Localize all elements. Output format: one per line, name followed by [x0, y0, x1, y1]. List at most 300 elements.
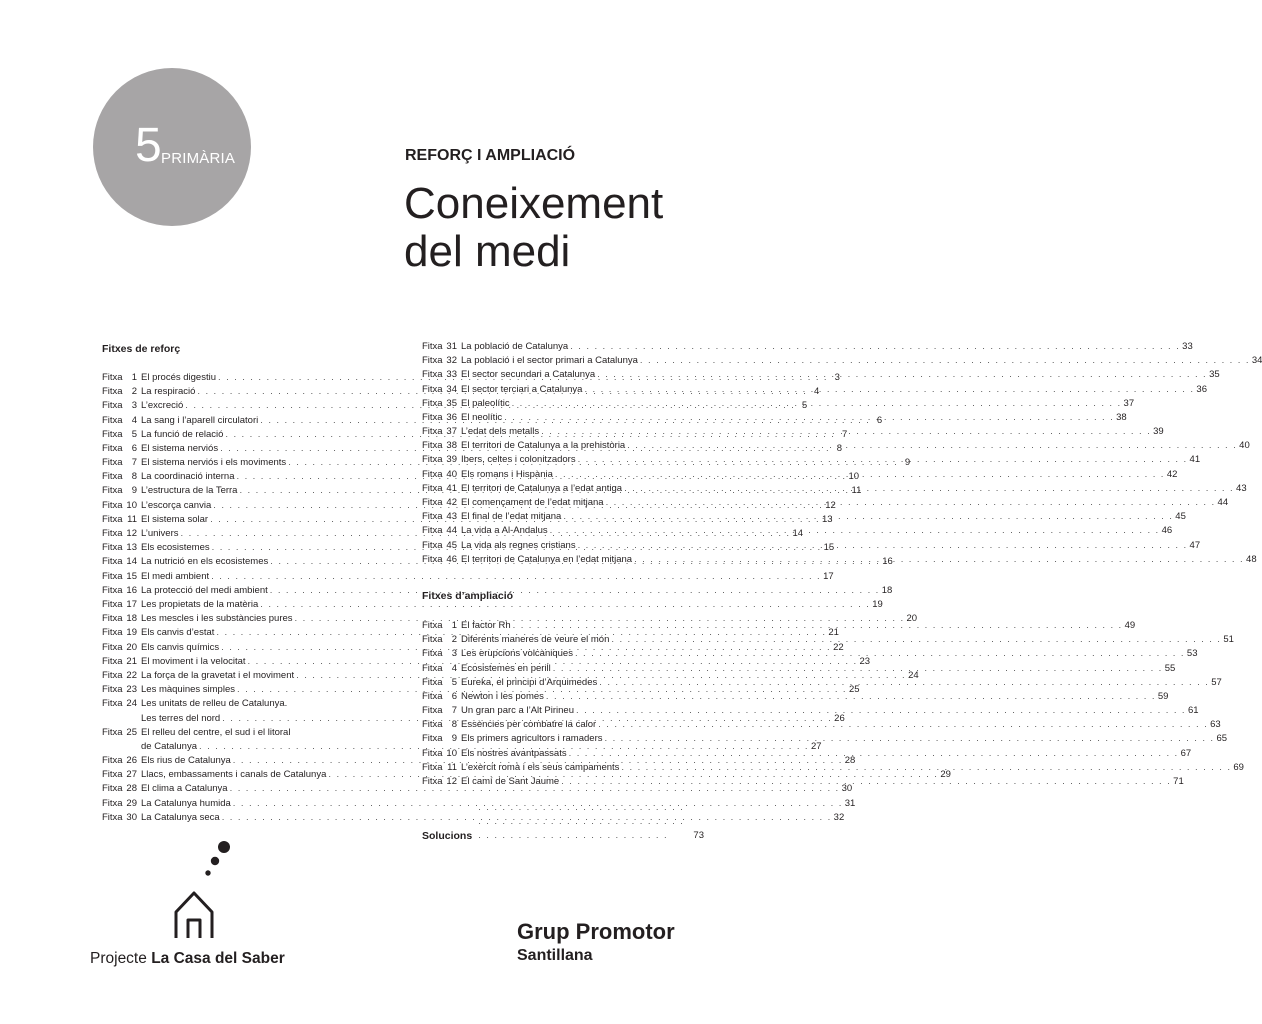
- fitxa-number: 42: [446, 497, 457, 509]
- reforc-heading: Fitxes de reforç: [102, 343, 181, 355]
- toc-page-number: 19: [872, 598, 883, 610]
- fitxa-label: Fitxa: [422, 454, 443, 466]
- toc-page-number: 18: [881, 584, 893, 596]
- toc-page-number: 49: [1124, 619, 1136, 631]
- dot-leader: [553, 662, 1163, 676]
- fitxa-number: 23: [126, 684, 137, 696]
- fitxa-number: 39: [446, 454, 457, 466]
- fitxa-label: Fitxa: [102, 414, 123, 426]
- toc-page-number: 9: [904, 457, 911, 469]
- solucions-label: Solucions: [422, 830, 473, 842]
- fitxa-label: Fitxa: [102, 471, 123, 483]
- fitxa-number: 26: [126, 755, 137, 767]
- toc-page-number: 20: [906, 613, 918, 625]
- toc-entry-title: Els ecosistemes: [141, 542, 210, 554]
- toc-entry-title: La vida als regnes cristians: [461, 539, 576, 551]
- toc-entry-title: Els canvis químics: [141, 641, 220, 653]
- toc-entry-title: Les unitats de relleu de Catalunya.: [141, 698, 288, 710]
- toc-entry-title: Els rius de Catalunya: [141, 755, 231, 767]
- toc-entry-title: Essències per combatre la calor: [461, 719, 597, 731]
- toc-entry-35: [422, 397, 1135, 411]
- toc-entry-body: [141, 598, 883, 612]
- fitxa-label: Fitxa: [102, 641, 123, 653]
- toc-entry-body: [461, 397, 1135, 411]
- fitxa-label: Fitxa: [422, 705, 443, 717]
- toc-page-number: 42: [1166, 468, 1178, 480]
- fitxa-label: Fitxa: [422, 411, 443, 423]
- toc-entry-title: Els nostres avantpassats: [461, 747, 567, 759]
- publisher-name: Grup Promotor: [517, 919, 675, 944]
- toc-page-number: 13: [822, 513, 833, 525]
- publisher-imprint: Santillana: [517, 947, 593, 964]
- fitxa-label: Fitxa: [102, 556, 123, 568]
- fitxa-label: Fitxa: [102, 457, 123, 469]
- fitxa-label: Fitxa: [422, 662, 443, 674]
- toc-page-number: 26: [834, 712, 845, 724]
- fitxa-number: 25: [126, 726, 137, 738]
- project-name: [90, 950, 285, 968]
- fitxa-number: 22: [126, 669, 137, 681]
- dot-leader: [546, 690, 1156, 704]
- fitxa-label: Fitxa: [422, 690, 443, 702]
- toc-entry-title: L’univers: [141, 528, 179, 540]
- fitxa-number: 28: [126, 783, 137, 795]
- toc-page-number: 45: [1175, 511, 1186, 523]
- dot-leader: [513, 619, 1123, 633]
- fitxa-label: Fitxa: [422, 397, 443, 409]
- toc-entry-title: La vida a Al-Andalus: [461, 525, 548, 537]
- toc-entry-title: La Catalunya seca: [141, 811, 220, 823]
- fitxa-label: Fitxa: [102, 627, 123, 639]
- toc-entry-title: El camí de Sant Jaume: [461, 776, 560, 788]
- toc-page-number: 30: [841, 783, 853, 795]
- fitxa-label: Fitxa: [422, 619, 443, 631]
- fitxa-label: Fitxa: [102, 584, 123, 596]
- fitxa-number: 35: [446, 397, 457, 409]
- toc-entry-28: [102, 783, 853, 797]
- toc-entry-title: El sistema nerviós: [141, 442, 219, 454]
- dot-leader: [598, 718, 1208, 732]
- dot-leader: [575, 647, 1185, 661]
- toc-entry-36: [422, 411, 1127, 425]
- dot-leader: [606, 496, 1216, 510]
- fitxa-number: 11: [447, 761, 457, 773]
- fitxa-number: 6: [451, 690, 457, 702]
- fitxa-number: 5: [131, 428, 137, 440]
- fitxa-label: Fitxa: [422, 369, 443, 381]
- toc-page-number: 27: [810, 740, 822, 752]
- toc-entry-title: El sistema solar: [141, 513, 209, 525]
- fitxa-label: Fitxa: [102, 769, 123, 781]
- dot-leader: [599, 676, 1209, 690]
- fitxa-label: Fitxa: [422, 440, 443, 452]
- logo-dot-small: [205, 870, 210, 875]
- toc-page-number: 33: [1182, 340, 1193, 352]
- toc-entry-title: El territori de Catalunya a l’edat antiga: [461, 482, 623, 494]
- fitxa-number: 9: [451, 733, 457, 745]
- fitxa-number: 32: [446, 355, 457, 367]
- fitxa-number: 31: [446, 340, 457, 352]
- fitxa-number: 2: [451, 634, 457, 646]
- toc-entry-31: [422, 340, 1193, 354]
- toc-page-number: 29: [940, 769, 951, 781]
- toc-page-number: 61: [1187, 705, 1199, 717]
- fitxa-number: 21: [126, 655, 137, 667]
- grade-level: PRIMÀRIA: [161, 150, 236, 167]
- toc-entry-title: Ibers, celtes i colonitzadors: [461, 454, 576, 466]
- ampliacio-heading: Fitxes d’ampliació: [422, 590, 514, 602]
- fitxa-number: 12: [446, 776, 457, 788]
- toc-entry-title: El medi ambient: [141, 570, 210, 582]
- toc-page-number: 67: [1180, 747, 1192, 759]
- toc-entry-title: El territori de Catalunya en l’edat mitjana: [461, 553, 633, 565]
- toc-entry-title: La força de la gravetat i el moviment: [141, 669, 295, 681]
- fitxa-label: Fitxa: [102, 528, 123, 540]
- fitxa-label: Fitxa: [422, 733, 443, 745]
- fitxa-label: Fitxa: [102, 669, 123, 681]
- logo-dot-medium: [211, 857, 219, 865]
- toc-entry-38: [422, 439, 1250, 453]
- fitxa-number: 7: [131, 457, 137, 469]
- toc-entry-title: El relleu del centre, el sud i el litoral: [141, 726, 291, 738]
- toc-entry-title: La població i el sector primari a Catalunya: [461, 355, 638, 367]
- toc-entry-title: El sector secundari a Catalunya: [461, 369, 596, 381]
- toc-entry-29: [102, 797, 856, 811]
- toc-page-number: 65: [1216, 733, 1228, 745]
- fitxa-number: 6: [131, 442, 137, 454]
- toc-entry-33: [422, 368, 1220, 382]
- toc-entry-body: [141, 570, 834, 584]
- dot-leader: [570, 340, 1180, 354]
- fitxa-label: Fitxa: [102, 598, 123, 610]
- toc-page-number: 5: [801, 400, 808, 412]
- toc-entry-title: Els primers agricultors i ramaders: [461, 733, 603, 745]
- fitxa-number: 19: [126, 627, 137, 639]
- dot-leader: [604, 732, 1214, 746]
- toc-entry-title: Les mescles i les substàncies pures: [141, 613, 293, 625]
- dot-leader: [569, 747, 1179, 761]
- fitxa-number: 10: [126, 499, 137, 511]
- toc-entry-title: L’excreció: [141, 400, 184, 412]
- fitxa-label: Fitxa: [422, 648, 443, 660]
- toc-entry-title: La respiració: [141, 386, 196, 398]
- dot-leader: [555, 468, 1165, 482]
- book-title: [404, 180, 663, 276]
- dot-leader: [504, 411, 1114, 425]
- fitxa-label: Fitxa: [422, 539, 443, 551]
- toc-entry-body: [461, 340, 1193, 354]
- toc-page-number: 69: [1233, 761, 1244, 773]
- toc-page-number: 10: [848, 471, 860, 483]
- fitxa-label: Fitxa: [422, 553, 443, 565]
- dot-leader: [541, 425, 1151, 439]
- fitxa-number: 1: [131, 371, 137, 383]
- toc-page-number: 3: [834, 371, 840, 383]
- toc-entry-title: El sector terciari a Catalunya: [461, 383, 583, 395]
- fitxa-label: Fitxa: [422, 426, 443, 438]
- toc-page-number: 57: [1211, 676, 1222, 688]
- toc-entry-title: La Catalunya humida: [141, 797, 231, 809]
- toc-page-number: 7: [842, 428, 848, 440]
- fitxa-number: 4: [131, 414, 137, 426]
- toc-entry-body: [461, 354, 1262, 368]
- toc-entry-title: El procés digestiu: [141, 371, 216, 383]
- fitxa-label: Fitxa: [422, 497, 443, 509]
- toc-page-number: 38: [1116, 411, 1127, 423]
- toc-entry-title: La població de Catalunya: [461, 340, 569, 352]
- toc-entry-body: [461, 439, 1250, 453]
- toc-page-number: 35: [1209, 369, 1220, 381]
- house-outline: [176, 893, 212, 938]
- toc-page-number: 15: [823, 542, 835, 554]
- toc-entry-15: [102, 570, 834, 584]
- toc-entry-title: Llacs, embassaments i canals de Catalunya: [141, 769, 327, 781]
- dot-leader: [550, 524, 1160, 538]
- toc-entry-title: Diferents maneres de veure el món: [461, 634, 610, 646]
- toc-entry-title: Eureka, el principi d’Arquimedes: [461, 676, 598, 688]
- fitxa-number: 4: [451, 662, 457, 674]
- toc-page-number: 16: [882, 556, 893, 568]
- toc-page-number: 21: [828, 627, 839, 639]
- fitxa-number: 40: [446, 468, 457, 480]
- fitxa-label: Fitxa: [422, 747, 443, 759]
- toc-entry-body: [461, 453, 1201, 467]
- toc-entry-body: [141, 811, 845, 825]
- fitxa-label: Fitxa: [422, 761, 443, 773]
- dot-leader: [576, 704, 1186, 718]
- toc-entry-title: El clima a Catalunya: [141, 783, 228, 795]
- toc-entry-title: L’edat dels metalls: [461, 426, 540, 438]
- fitxa-number: 43: [446, 511, 457, 523]
- toc-page-number: 63: [1210, 719, 1221, 731]
- dot-leader: [640, 354, 1250, 368]
- fitxa-number: 17: [126, 598, 137, 610]
- toc-page-number: 55: [1164, 662, 1176, 674]
- toc-page-number: 8: [836, 442, 843, 454]
- fitxa-label: Fitxa: [422, 482, 443, 494]
- toc-entry-title-cont: de Catalunya: [141, 740, 197, 752]
- toc-entry-title: El començament de l’edat mitjana: [461, 497, 604, 509]
- toc-entry-body: [141, 797, 856, 811]
- project-prefix: Projecte: [90, 950, 147, 967]
- fitxa-number: 14: [126, 556, 137, 568]
- fitxa-label: Fitxa: [422, 776, 443, 788]
- toc-page-number: 22: [833, 641, 844, 653]
- dot-leader: [624, 482, 1234, 496]
- fitxa-number: 33: [446, 369, 457, 381]
- toc-entry-34: [422, 383, 1207, 397]
- fitxa-number: 46: [446, 553, 457, 565]
- toc-page-number: 23: [859, 655, 871, 667]
- toc-page-number: 28: [844, 755, 856, 767]
- toc-page-number: 4: [814, 386, 820, 398]
- toc-page-number: 32: [833, 811, 845, 823]
- fitxa-label: Fitxa: [102, 684, 123, 696]
- fitxa-number: 1: [451, 619, 457, 631]
- toc-page-number: 40: [1239, 440, 1250, 452]
- fitxa-label: Fitxa: [422, 676, 443, 688]
- toc-page-number: 6: [876, 414, 883, 426]
- solucions-entry: [422, 801, 704, 843]
- fitxa-number: 8: [451, 719, 457, 731]
- fitxa-label: Fitxa: [102, 613, 123, 625]
- fitxa-label: Fitxa: [102, 811, 123, 823]
- project-brand: La Casa del Saber: [151, 950, 285, 967]
- toc-entry-title: Els romans i Hispània: [461, 468, 553, 480]
- fitxa-number: 3: [131, 400, 137, 412]
- toc-entry-title: La nutrició en els ecosistemes: [141, 556, 269, 568]
- toc-page-number: 36: [1196, 383, 1207, 395]
- toc-page-number: 37: [1123, 397, 1135, 409]
- fitxa-label: Fitxa: [102, 655, 123, 667]
- toc-page-number: 71: [1173, 776, 1184, 788]
- book-title-line1: Coneixement: [404, 179, 664, 228]
- toc-page-number: 48: [1246, 553, 1257, 565]
- toc-page-number: 51: [1223, 634, 1234, 646]
- toc-page-number: 14: [792, 528, 804, 540]
- toc-entry-title: L’escorça canvia: [141, 499, 212, 511]
- dot-leader: [578, 453, 1188, 467]
- toc-entry-32: [422, 354, 1262, 368]
- toc-entry-title: Newton i les pomes: [461, 690, 544, 702]
- dot-leader: [478, 801, 691, 843]
- fitxa-number: 38: [446, 440, 457, 452]
- fitxa-number: 37: [446, 426, 457, 438]
- fitxa-number: 16: [126, 584, 137, 596]
- fitxa-number: 12: [126, 528, 137, 540]
- toc-page-number: 53: [1186, 648, 1198, 660]
- fitxa-label: Fitxa: [422, 634, 443, 646]
- fitxa-number: 18: [126, 613, 137, 625]
- toc-page-number: 12: [825, 499, 836, 511]
- toc-page-number: 59: [1157, 690, 1169, 702]
- fitxa-number: 8: [131, 471, 137, 483]
- toc-page-number: 44: [1217, 497, 1229, 509]
- dot-leader: [611, 633, 1221, 647]
- toc-entry-title: Les màquines simples: [141, 684, 235, 696]
- toc-page-number: 41: [1189, 454, 1201, 466]
- toc-entry-title: El final de l’edat mitjana: [461, 511, 562, 523]
- fitxa-label: Fitxa: [422, 511, 443, 523]
- fitxa-number: 44: [446, 525, 457, 537]
- toc-entry-title: El factor Rh: [461, 619, 511, 631]
- fitxa-label: Fitxa: [102, 542, 123, 554]
- toc-entry-body: [461, 425, 1164, 439]
- fitxa-number: 5: [451, 676, 457, 688]
- toc-page-number: 46: [1161, 525, 1173, 537]
- toc-entry-title: Un gran parc a l’Alt Pirineu: [461, 705, 574, 717]
- toc-page-number: 43: [1236, 482, 1247, 494]
- fitxa-number: 27: [126, 769, 137, 781]
- book-title-line2: del medi: [404, 227, 571, 276]
- fitxa-label: Fitxa: [102, 726, 123, 738]
- fitxa-number: 34: [446, 383, 457, 395]
- house-logo-icon: [170, 840, 240, 940]
- fitxa-number: 20: [126, 641, 137, 653]
- grade-number: 5: [135, 119, 162, 172]
- dot-leader: [634, 553, 1244, 567]
- toc-entry-title: La funció de relació: [141, 428, 224, 440]
- fitxa-number: 29: [126, 797, 137, 809]
- grade-badge: [93, 68, 251, 226]
- toc-entry-30: [102, 811, 845, 825]
- toc-entry-title: El paleolític: [461, 397, 510, 409]
- fitxa-label: Fitxa: [102, 783, 123, 795]
- fitxa-label: Fitxa: [422, 468, 443, 480]
- fitxa-number: 2: [131, 386, 137, 398]
- toc-entry-title: Els canvis d’estat: [141, 627, 215, 639]
- toc-entry-body: [461, 368, 1220, 382]
- toc-entry-title: La coordinació interna: [141, 471, 235, 483]
- fitxa-label: Fitxa: [102, 371, 123, 383]
- dot-leader: [627, 439, 1237, 453]
- fitxa-label: Fitxa: [102, 698, 123, 710]
- toc-page-number: 34: [1251, 355, 1262, 367]
- dot-leader: [597, 368, 1207, 382]
- fitxa-label: Fitxa: [102, 428, 123, 440]
- fitxa-label: Fitxa: [102, 386, 123, 398]
- fitxa-label: Fitxa: [102, 400, 123, 412]
- toc-entry-title: Les erupcions volcàniques: [461, 648, 573, 660]
- toc-page-number: 17: [823, 570, 834, 582]
- solucions-page: 73: [693, 830, 704, 841]
- toc-entry-title: El territori de Catalunya a la prehistòria: [461, 440, 626, 452]
- toc-entry-title: La sang i l’aparell circulatori: [141, 414, 259, 426]
- series-title: REFORÇ I AMPLIACIÓ: [405, 147, 576, 164]
- fitxa-label: Fitxa: [422, 355, 443, 367]
- fitxa-number: 30: [126, 811, 137, 823]
- fitxa-number: 15: [126, 570, 137, 582]
- toc-entry-39: [422, 454, 1201, 468]
- fitxa-label: Fitxa: [102, 485, 123, 497]
- toc-entry-title: El moviment i la velocitat: [141, 655, 246, 667]
- fitxa-label: Fitxa: [102, 499, 123, 511]
- toc-entry-17: [102, 598, 883, 612]
- logo-dot-large: [218, 841, 230, 853]
- toc-entry-title: El neolític: [461, 411, 503, 423]
- toc-entry-title: L’exèrcit romà i els seus campaments: [461, 761, 620, 773]
- dot-leader: [578, 539, 1188, 553]
- toc-page-number: 25: [848, 684, 860, 696]
- fitxa-number: 10: [446, 747, 457, 759]
- fitxa-number: 24: [126, 698, 137, 710]
- toc-page-number: 11: [851, 485, 862, 497]
- toc-entry-body: [461, 411, 1127, 425]
- toc-page-number: 39: [1153, 426, 1164, 438]
- fitxa-label: Fitxa: [422, 719, 443, 731]
- dot-leader: [563, 510, 1173, 524]
- toc-page-number: 24: [908, 669, 919, 681]
- toc-entry-title: Les propietats de la matèria: [141, 598, 259, 610]
- fitxa-label: Fitxa: [422, 383, 443, 395]
- fitxa-number: 7: [451, 705, 457, 717]
- fitxa-number: 45: [446, 539, 457, 551]
- fitxa-label: Fitxa: [422, 525, 443, 537]
- fitxa-number: 36: [446, 411, 457, 423]
- fitxa-label: Fitxa: [422, 340, 443, 352]
- fitxa-number: 11: [127, 513, 137, 525]
- fitxa-number: 13: [126, 542, 137, 554]
- toc-entry-37: [422, 425, 1164, 439]
- dot-leader: [584, 383, 1194, 397]
- fitxa-label: Fitxa: [102, 442, 123, 454]
- toc-entry-title: La protecció del medi ambient: [141, 584, 268, 596]
- dot-leader: [512, 397, 1122, 411]
- toc-entry-title: El sistema nerviós i els moviments: [141, 457, 287, 469]
- dot-leader: [621, 761, 1231, 775]
- fitxa-number: 3: [451, 648, 457, 660]
- fitxa-number: 41: [446, 482, 457, 494]
